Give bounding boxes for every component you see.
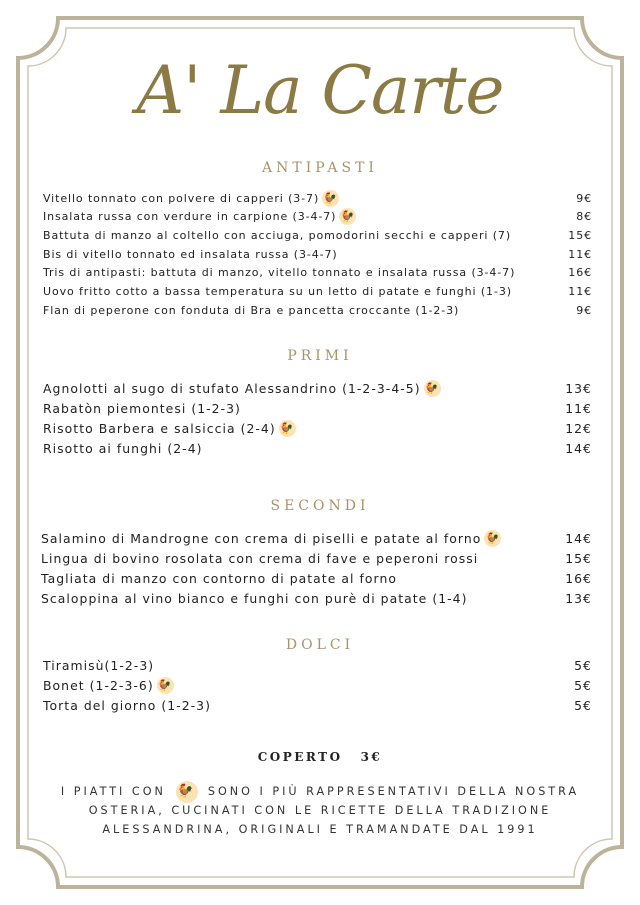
menu-item-name bbox=[43, 401, 241, 416]
menu-item-text: Tagliata di manzo con contorno di patate al forno bbox=[41, 571, 397, 587]
footer-text-after: SONO I PIÙ RAPPRESENTATIVI DELLA NOSTRA bbox=[207, 785, 580, 798]
menu-item bbox=[43, 439, 592, 459]
menu-item-price: 16€ bbox=[568, 266, 592, 280]
menu-item-price: 14€ bbox=[565, 441, 592, 457]
coperto-price: 3€ bbox=[360, 750, 383, 764]
rooster-icon: 🐓 bbox=[176, 781, 198, 803]
menu-item-text: Salamino di Mandrogne con crema di piselli e patate al forno bbox=[41, 530, 482, 546]
menu-item-price: 5€ bbox=[574, 657, 592, 673]
menu-item-text: Bis di vitello tonnato ed insalata russa (3-4-7) bbox=[43, 247, 338, 261]
menu-item-price: 15€ bbox=[565, 550, 592, 566]
menu-item-text: Torta del giorno (1-2-3) bbox=[43, 698, 211, 714]
menu-item-name bbox=[43, 248, 338, 261]
section-heading-primi: PRIMI bbox=[287, 348, 353, 364]
rooster-icon: 🐓 bbox=[279, 422, 295, 436]
menu-item-text: Tiramisù(1-2-3) bbox=[43, 657, 155, 673]
section-heading-antipasti: ANTIPASTI bbox=[262, 160, 378, 176]
menu-item-name bbox=[43, 380, 441, 397]
rooster-icon: 🐓 bbox=[485, 531, 501, 545]
menu-item-price: 5€ bbox=[574, 698, 592, 714]
menu-item-text: Uovo fritto cotto a bassa temperatura su un letto di patate e funghi (1-3) bbox=[43, 285, 512, 298]
menu-item-text: Lingua di bovino rosolata con crema di fave e peperoni rossi bbox=[41, 550, 479, 566]
menu-item-name bbox=[41, 571, 397, 586]
menu-item-name bbox=[43, 658, 154, 673]
menu-item-name bbox=[43, 208, 356, 225]
menu-item bbox=[43, 419, 592, 439]
menu-item-text: Risotto ai funghi (2-4) bbox=[43, 441, 203, 457]
menu-item-text: Insalata russa con verdure in carpione (3-4-7) bbox=[43, 210, 337, 224]
rooster-icon: 🐓 bbox=[340, 210, 356, 224]
menu-item bbox=[43, 398, 592, 418]
menu-item-price: 9€ bbox=[576, 191, 592, 205]
menu-item bbox=[43, 208, 592, 226]
menu-item-text: Flan di peperone con fonduta di Bra e pancetta croccante (1-2-3) bbox=[43, 303, 460, 317]
menu-item bbox=[41, 589, 592, 609]
menu-item-name bbox=[43, 285, 512, 298]
menu-item bbox=[43, 226, 592, 244]
menu-item bbox=[43, 245, 592, 263]
coperto-line bbox=[0, 750, 640, 764]
menu-item-price: 8€ bbox=[576, 210, 592, 224]
footer-line-3: ALESSANDRINA, ORIGINALI E TRAMANDATE DAL 1991 bbox=[102, 823, 538, 836]
menu-item bbox=[43, 264, 592, 282]
menu-item-text: Vitello tonnato con polvere di capperi (3-7) bbox=[43, 191, 320, 205]
menu-item bbox=[43, 283, 592, 301]
menu-item-price: 9€ bbox=[576, 303, 592, 317]
menu-item-name bbox=[41, 591, 468, 606]
menu-item-name bbox=[43, 266, 515, 279]
menu-item-name bbox=[43, 698, 211, 713]
menu-item-text: Agnolotti al sugo di stufato Alessandrino (1-2-3-4-5) bbox=[43, 380, 421, 396]
menu-item-price: 13€ bbox=[565, 380, 592, 396]
menu-item-text: Battuta di manzo al coltello con acciuga, pomodorini secchi e capperi (7) bbox=[43, 228, 512, 242]
section-heading-secondi: SECONDI bbox=[270, 498, 370, 514]
menu-item-price: 13€ bbox=[565, 591, 592, 607]
footer-line-1 bbox=[0, 781, 640, 801]
menu-item-price: 12€ bbox=[565, 421, 592, 437]
menu-item bbox=[43, 378, 592, 398]
rooster-icon: 🐓 bbox=[424, 381, 440, 395]
menu-item bbox=[43, 655, 592, 675]
menu-item-text: Scaloppina al vino bianco e funghi con purè di patate (1-4) bbox=[41, 591, 468, 607]
menu-item-text: Risotto Barbera e salsiccia (2-4) bbox=[43, 421, 276, 437]
menu-item-price: 14€ bbox=[565, 530, 592, 546]
menu-item-price: 5€ bbox=[574, 677, 592, 693]
menu-item-name bbox=[43, 304, 459, 317]
menu-item-name bbox=[43, 420, 296, 437]
menu-item bbox=[43, 675, 592, 695]
coperto-label: COPERTO bbox=[257, 750, 343, 764]
menu-item bbox=[43, 696, 592, 716]
section-heading-dolci: DOLCI bbox=[285, 637, 355, 653]
menu-item-name bbox=[43, 441, 203, 456]
menu-title: A' La Carte bbox=[136, 52, 504, 129]
footer-text-before: I PIATTI CON bbox=[60, 785, 166, 798]
menu-item-text: Rabatòn piemontesi (1-2-3) bbox=[43, 400, 241, 416]
menu-item-name bbox=[43, 190, 339, 207]
menu-item-name bbox=[41, 530, 501, 547]
menu-item-price: 11€ bbox=[568, 247, 592, 261]
menu-item bbox=[41, 548, 592, 568]
menu-item bbox=[41, 528, 592, 548]
menu-item-name bbox=[43, 677, 174, 694]
menu-item-name bbox=[43, 229, 511, 242]
menu-item-name bbox=[41, 551, 478, 566]
menu-item bbox=[43, 301, 592, 319]
menu-item-price: 15€ bbox=[568, 228, 592, 242]
menu-item-price: 11€ bbox=[565, 400, 592, 416]
menu-item-price: 11€ bbox=[568, 285, 592, 298]
menu-item bbox=[43, 189, 592, 207]
footer-line-2: OSTERIA, CUCINATI CON LE RICETTE DELLA TRADIZIONE bbox=[88, 804, 552, 817]
menu-item-text: Tris di antipasti: battuta di manzo, vitello tonnato e insalata russa (3-4-7) bbox=[43, 266, 516, 280]
menu-item bbox=[41, 569, 592, 589]
menu-item-price: 16€ bbox=[565, 571, 592, 587]
menu-item-text: Bonet (1-2-3-6) bbox=[43, 677, 154, 693]
rooster-icon: 🐓 bbox=[157, 678, 173, 692]
rooster-icon: 🐓 bbox=[323, 191, 338, 205]
